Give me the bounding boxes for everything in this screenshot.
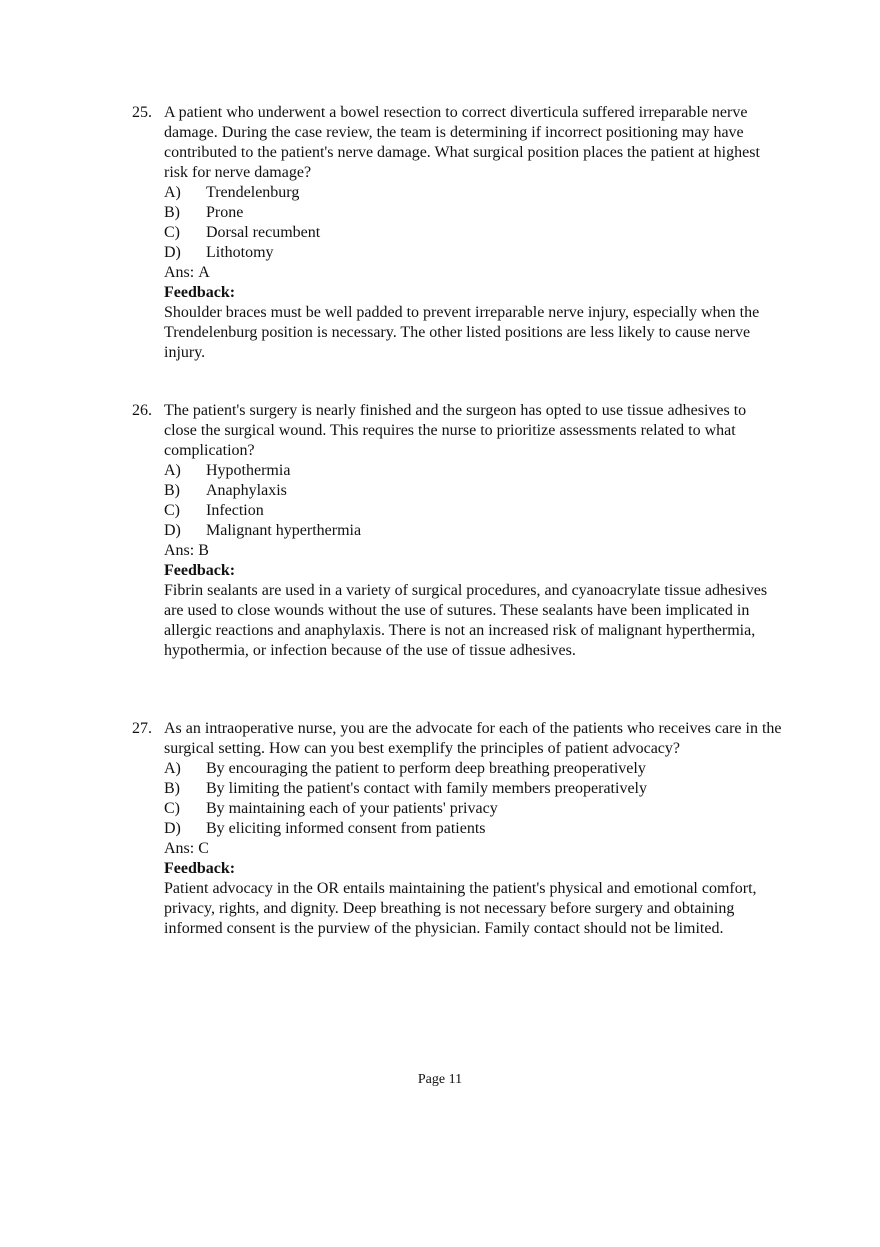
option-d (164, 819, 782, 839)
option-text: Lithotomy (206, 244, 274, 261)
option-d (164, 521, 782, 541)
answer-value: A (198, 264, 210, 281)
option-letter: D) (164, 244, 181, 261)
option-a (164, 461, 782, 481)
option-b (164, 779, 782, 799)
feedback-text: Fibrin sealants are used in a variety of surgical procedures, and cyanoacrylate tissue adhesives are used to close wounds without the use of sutures. These sealants have been implicated in allergic reactions and anaphylaxis. There is not an increased risk of malignant hyperthermia, hypothermia, or infection because of the use of tissue adhesives. (164, 582, 768, 659)
option-letter: B) (164, 780, 180, 797)
answer-line (164, 541, 782, 561)
option-letter: A) (164, 760, 181, 777)
option-c (164, 799, 782, 819)
page-number: Page 11 (417, 1072, 463, 1087)
question-stem: A patient who underwent a bowel resection to correct diverticula suffered irreparable nerve damage. During the case review, the team is determining if incorrect positioning may have contributed to the patient's nerve damage. What surgical position places the patient at highest risk for nerve damage? (164, 104, 760, 181)
question-number: 25. (132, 104, 152, 121)
feedback-text: Shoulder braces must be well padded to prevent irreparable nerve injury, especially when the Trendelenburg position is necessary. The other listed positions are less likely to cause nerve injury. (164, 304, 760, 361)
question-25 (132, 103, 782, 363)
option-text: Trendelenburg (206, 184, 300, 201)
option-letter: D) (164, 820, 181, 837)
option-text: Hypothermia (206, 462, 291, 479)
answer-value: C (198, 840, 209, 857)
option-b (164, 481, 782, 501)
option-letter: B) (164, 204, 180, 221)
answer-line (164, 263, 782, 283)
feedback-label: Feedback: (164, 860, 236, 877)
option-letter: C) (164, 224, 180, 241)
feedback-label: Feedback: (164, 284, 236, 301)
answer-label: Ans: (164, 840, 195, 857)
option-c (164, 223, 782, 243)
question-body (164, 401, 782, 661)
option-b (164, 203, 782, 223)
option-d (164, 243, 782, 263)
question-27 (132, 719, 782, 939)
option-text: By limiting the patient's contact with family members preoperatively (206, 780, 647, 797)
answer-label: Ans: (164, 264, 195, 281)
option-text: Anaphylaxis (206, 482, 287, 499)
option-text: Infection (206, 502, 264, 519)
option-text: By eliciting informed consent from patients (206, 820, 486, 837)
option-text: Malignant hyperthermia (206, 522, 362, 539)
question-stem: As an intraoperative nurse, you are the advocate for each of the patients who receives care in the surgical setting. How can you best exemplify the principles of patient advocacy? (164, 720, 782, 757)
question-body (164, 103, 782, 363)
feedback-label: Feedback: (164, 562, 236, 579)
option-text: Dorsal recumbent (206, 224, 321, 241)
answer-line (164, 839, 782, 859)
option-a (164, 759, 782, 779)
option-letter: D) (164, 522, 181, 539)
option-letter: B) (164, 482, 180, 499)
option-text: Prone (206, 204, 244, 221)
option-text: By maintaining each of your patients' privacy (206, 800, 498, 817)
question-stem: The patient's surgery is nearly finished and the surgeon has opted to use tissue adhesives to close the surgical wound. This requires the nurse to prioritize assessments related to what complication? (164, 402, 747, 459)
question-26 (132, 401, 782, 661)
option-letter: A) (164, 184, 181, 201)
option-c (164, 501, 782, 521)
feedback-text: Patient advocacy in the OR entails maintaining the patient's physical and emotional comfort, privacy, rights, and dignity. Deep breathing is not necessary before surgery and obtaining informed consent is the purview of the physician. Family contact should not be limited. (164, 880, 757, 937)
option-text: By encouraging the patient to perform deep breathing preoperatively (206, 760, 646, 777)
question-number: 27. (132, 720, 152, 737)
question-body (164, 719, 782, 939)
option-letter: C) (164, 800, 180, 817)
option-letter: A) (164, 462, 181, 479)
question-number: 26. (132, 402, 152, 419)
option-letter: C) (164, 502, 180, 519)
answer-value: B (198, 542, 209, 559)
answer-label: Ans: (164, 542, 195, 559)
option-a (164, 183, 782, 203)
